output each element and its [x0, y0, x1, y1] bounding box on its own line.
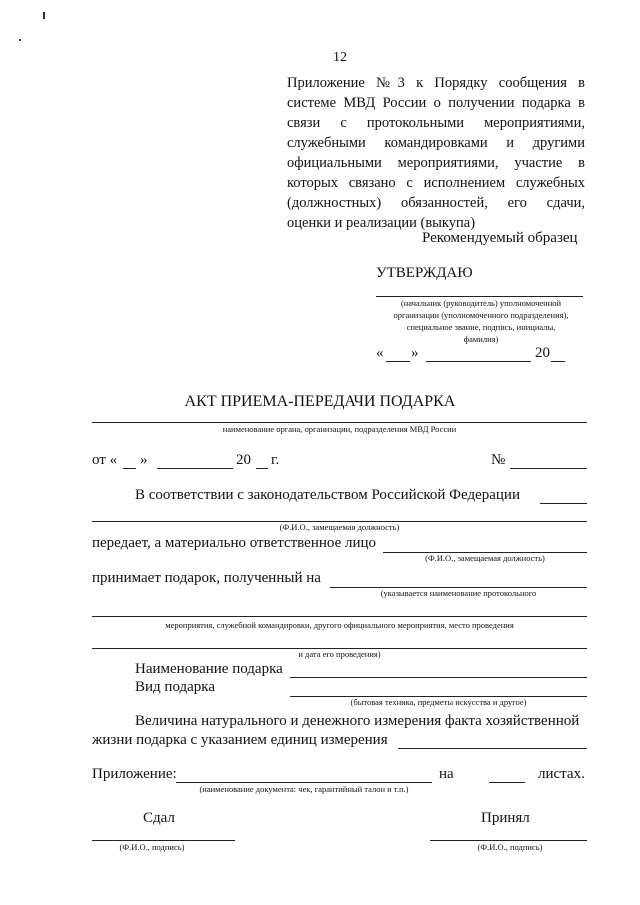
act-date-close-quote: » [140, 452, 148, 468]
act-number-sign: № [491, 452, 506, 468]
appendix-line: которых связано с исполнением служебных [287, 175, 585, 191]
gift-type-caption: (бытовая техника, предметы искусства и другое) [350, 697, 527, 707]
appendix-line: оценки и реализации (выкупа) [287, 215, 476, 231]
accepted-label: Принял [481, 810, 530, 826]
document-title: АКТ ПРИЕМА-ПЕРЕДАЧИ ПОДАРКА [184, 393, 456, 410]
approve-caption-line: фамилия) [463, 334, 499, 344]
approve-caption-line: (начальник (руководитель) уполномоченной [400, 298, 562, 308]
handed-signature-line [92, 840, 235, 841]
accordance-end-line [540, 503, 587, 504]
approve-date-open-quote: « [376, 345, 384, 361]
accepted-signature-line [430, 840, 587, 841]
appendix-line: Приложение №3 к Порядку сообщения в [287, 75, 585, 91]
transfers-text: передает, а материально ответственное лицо [92, 535, 377, 551]
scan-speck [43, 12, 45, 19]
appendix-line: (должностных) обязанностей, его сдачи, [287, 195, 585, 211]
approve-month-line [426, 361, 531, 362]
sheets-count-line [489, 782, 525, 783]
page-number: 12 [333, 50, 347, 65]
act-year: 20 [236, 452, 251, 468]
approve-caption-line: организации (уполномоченного подразделения), [393, 310, 569, 320]
accordance-text: В соответствии с законодательством Российской Федерации [135, 487, 520, 503]
approve-signature-line [376, 296, 583, 297]
organization-line [92, 422, 587, 423]
approve-year-line [551, 361, 565, 362]
event-caption-1: (указывается наименование протокольного [380, 588, 537, 598]
receiver-caption: (Ф.И.О., замещаемая должность) [425, 553, 545, 563]
recommended-sample: Рекомендуемый образец [422, 230, 578, 246]
appendix-line: системе МВД России о получении подарка в [287, 95, 585, 111]
attachment-sheets: листах. [538, 766, 585, 782]
gift-name-label: Наименование подарка [135, 661, 283, 677]
appendix-line: официальными мероприятиями, участие в [287, 155, 585, 171]
attachment-line [176, 782, 432, 783]
gift-name-line [290, 677, 587, 678]
attachment-label: Приложение: [92, 766, 177, 782]
act-date-from: от « [92, 452, 118, 468]
approve-date-close-quote: » [411, 345, 419, 361]
act-month-line [157, 468, 233, 469]
act-year-line [256, 468, 268, 469]
scan-speck [19, 39, 21, 41]
handed-label: Сдал [143, 810, 175, 826]
event-caption-2: мероприятия, служебной командировки, другого официального мероприятия, место проведения [165, 620, 514, 630]
attachment-caption: (наименование документа: чек, гарантийный талон и т.п.) [199, 784, 409, 794]
organization-caption: наименование органа, организации, подразделения МВД России [222, 424, 457, 434]
appendix-line: служебными командировками и другими [287, 135, 585, 151]
value-text-line-1: Величина натурального и денежного измерения факта хозяйственной [135, 713, 580, 729]
approve-caption-line: специальное звание, подпись, инициалы, [406, 322, 556, 332]
act-day-line [123, 468, 136, 469]
attachment-on: на [439, 766, 454, 782]
handed-caption: (Ф.И.О., подпись) [119, 842, 185, 852]
transferor-caption: (Ф.И.О., замещаемая должность) [279, 522, 400, 532]
act-year-suffix: г. [271, 452, 280, 468]
gift-type-label: Вид подарка [135, 679, 216, 695]
accepted-caption: (Ф.И.О., подпись) [477, 842, 543, 852]
approve-day-line [386, 361, 410, 362]
act-number-line [510, 468, 587, 469]
appendix-line: связи с протокольными мероприятиями, [287, 115, 585, 131]
event-line-2 [92, 616, 587, 617]
event-caption-3: и дата его проведения) [298, 649, 381, 659]
approve-heading: УТВЕРЖДАЮ [376, 265, 473, 281]
value-text-line-2: жизни подарка с указанием единиц измерения [92, 732, 388, 748]
accepts-text: принимает подарок, полученный на [92, 570, 321, 586]
value-line [398, 748, 587, 749]
approve-year: 20 [535, 345, 550, 361]
